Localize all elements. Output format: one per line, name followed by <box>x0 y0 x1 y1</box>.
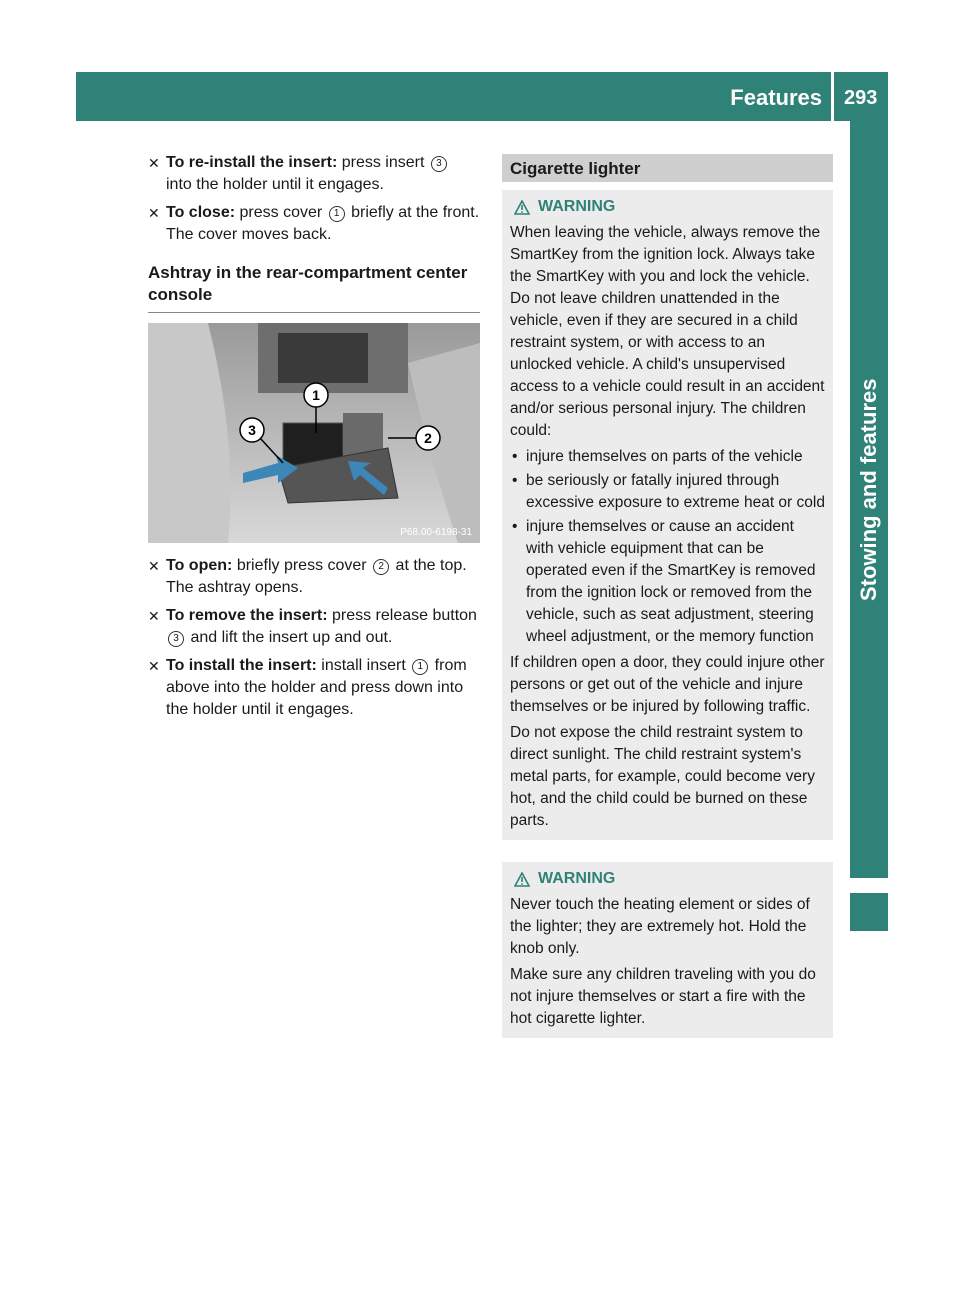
section-heading: Cigarette lighter <box>502 154 833 182</box>
warning-paragraph: Do not expose the child restraint system to direct sunlight. The child restraint system's metal parts, for example, could become very hot, and the child could be burned on these parts. <box>510 724 815 829</box>
step-text: briefly at the front. <box>351 204 480 221</box>
ashtray-illustration <box>148 323 480 543</box>
step-marker-icon: ✕ <box>148 558 160 574</box>
warning-box <box>502 862 833 1038</box>
step-result: The ashtray opens. <box>166 579 303 596</box>
step-open <box>148 555 480 599</box>
warning-label: WARNING <box>538 870 616 887</box>
step-text: at the top. <box>395 557 467 574</box>
step-label: To open: <box>166 557 233 574</box>
figure-callout-1: 1 <box>312 387 320 403</box>
step-text: from above into the holder and press down into the holder until it engages. <box>166 657 467 718</box>
step-text: briefly press cover <box>236 557 367 574</box>
step-label: To install the insert: <box>166 657 317 674</box>
step-result: The cover moves back. <box>166 226 332 243</box>
figure-code: P68.00-6198-31 <box>400 527 472 538</box>
page-number: 293 <box>844 87 878 109</box>
step-text: press cover <box>239 204 323 221</box>
step-marker-icon: ✕ <box>148 205 160 221</box>
step-close <box>148 202 480 246</box>
warning-paragraph: When leaving the vehicle, always remove the SmartKey from the ignition lock. Always take the SmartKey with you and lock the vehicle. Do not leave children unattended in the vehicle, even if they are secured in a child restraint system, or with access to an unlocked vehicle. A child's unsupervised access to a vehicle could result in an accident and/or serious personal injury. The children could: <box>510 224 825 439</box>
callout-number: 1 <box>329 206 345 222</box>
header-title: Features <box>730 85 822 110</box>
step-text: and lift the insert up and out. <box>190 629 393 646</box>
list-item: • injure themselves or cause an accident with vehicle equipment that can be operated even if the SmartKey is removed from the ignition lock or removed from the vehicle, such as seat adjustment, steering wheel adjustment, or the memory function <box>510 516 825 648</box>
callout-number: 3 <box>431 156 447 172</box>
warning-list <box>510 446 825 648</box>
right-column <box>502 154 833 1038</box>
figure-callout-3: 3 <box>248 422 256 438</box>
side-tab-marker <box>850 893 888 931</box>
step-text: into the holder until it engages. <box>166 176 384 193</box>
step-label: To remove the insert: <box>166 607 328 624</box>
warning-triangle-icon <box>514 200 530 215</box>
step-text: press release button <box>331 607 477 624</box>
figure-callout-2: 2 <box>424 430 432 446</box>
step-label: To re-install the insert: <box>166 154 338 171</box>
callout-number: 1 <box>412 659 428 675</box>
page-header <box>76 72 888 121</box>
step-install-insert <box>148 655 480 721</box>
ashtray-figure <box>148 323 480 543</box>
step-label: To close: <box>166 204 236 221</box>
section-heading: Ashtray in the rear-compartment center console <box>148 262 480 313</box>
warning-label: WARNING <box>538 198 616 215</box>
warning-title <box>514 196 825 218</box>
step-remove-insert <box>148 605 480 649</box>
warning-paragraph: Make sure any children traveling with you do not injure themselves or start a fire with the hot cigarette lighter. <box>510 966 816 1027</box>
step-marker-icon: ✕ <box>148 155 160 171</box>
warning-box <box>502 190 833 840</box>
warning-title <box>514 868 825 890</box>
list-item: • injure themselves on parts of the vehicle <box>510 446 825 468</box>
step-marker-icon: ✕ <box>148 608 160 624</box>
callout-number: 3 <box>168 631 184 647</box>
side-tab-label: Stowing and features <box>856 378 881 602</box>
warning-paragraph: If children open a door, they could injure other persons or get out of the vehicle and injure themselves or be injured by following traffic. <box>510 654 825 715</box>
step-marker-icon: ✕ <box>148 658 160 674</box>
left-column <box>148 152 480 727</box>
step-text: install insert <box>321 657 406 674</box>
list-item: • be seriously or fatally injured through excessive exposure to extreme heat or cold <box>510 470 825 514</box>
step-reinstall-insert <box>148 152 480 196</box>
callout-number: 2 <box>373 559 389 575</box>
warning-paragraph: Never touch the heating element or sides of the lighter; they are extremely hot. Hold the knob only. <box>510 896 810 957</box>
step-text: press insert <box>341 154 425 171</box>
header-separator <box>831 72 834 121</box>
warning-triangle-icon <box>514 872 530 887</box>
